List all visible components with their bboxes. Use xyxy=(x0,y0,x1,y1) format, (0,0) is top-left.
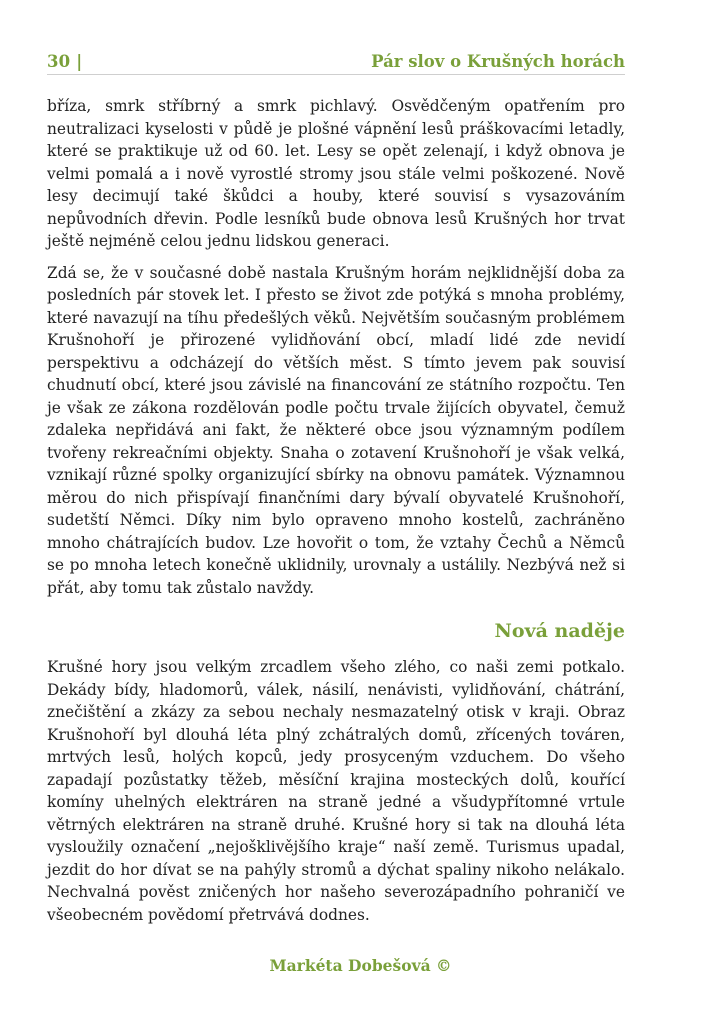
running-title: Pár slov o Krušných horách xyxy=(371,52,625,71)
paragraph: bříza, smrk stříbrný a smrk pichlavý. Osvědčeným opatřením pro neutralizaci kyselosti v půdě je plošné vápnění lesů práškovacími letadly, které se praktikuje už od 60. let. Lesy se opět zelenají, i když obnova je velmi pomalá a i nově vyrostlé stromy jsou stále velmi poškozené. Nově lesy decimují také škůdci a houby, které souvisí s vysazováním nepůvodních dřevin. Podle lesníků bude obnova lesů Krušných hor trvat ještě nejméně celou jednu lidskou generaci. xyxy=(47,97,625,250)
body-text xyxy=(47,95,625,926)
footer-author: Markéta Dobešová © xyxy=(269,956,452,975)
section-heading: Nová naděje xyxy=(494,620,625,642)
paragraph: Krušné hory jsou velkým zrcadlem všeho zlého, co naši zemi potkalo. Dekády bídy, hladomorů, válek, násilí, nenávisti, vylidňování, chátrání, znečištění a zkázy za sebou nechaly nesmazatelný otisk v kraji. Obraz Krušnohoří byl dlouhá léta plný zchátralých domů, zřícených továren, mrtvých lesů, holých kopců, jedy prosyceným vzduchem. Do všeho zapadají pozůstatky těžeb, měsíční krajina mosteckých dolů, kouřící komíny uhelných elektráren na straně jedné a všudypřítomné vrtule větrných elektráren na straně druhé. Krušné hory si tak na dlouhá léta vysloužily označení „nejošklivějšího kraje“ naší země. Turismus upadal, jezdit do hor dívat se na pahýly stromů a dýchat spaliny nikoho nelákalo. Nechvalná pověst zničených hor našeho severozápadního pohraničí ve všeobecném povědomí přetrvává dodnes. xyxy=(47,658,625,924)
paragraph: Zdá se, že v současné době nastala Krušným horám nejklidnější doba za posledních pár stovek let. I přesto se život zde potýká s mnoha problémy, které navazují na tíhu předešlých věků. Největším současným problémem Krušnohoří je přirozené vylidňování obcí, mladí lidé zde nevidí perspektivu a odcházejí do větších měst. S tímto jevem pak souvisí chudnutí obcí, které jsou závislé na financování ze státního rozpočtu. Ten je však ze zákona rozdělován podle počtu trvale žijících obyvatel, čemuž zdaleka nepřidává ani fakt, že některé obce jsou významným podílem tvořeny rekreačními objekty. Snaha o zotavení Krušnohoří je však velká, vznikají různé spolky organizující sbírky na obnovu památek. Významnou měrou do nich přispívají finančními dary bývalí obyvatelé Krušnohoří, sudetští Němci. Díky nim bylo opraveno mnoho kostelů, zachráněno mnoho chátrajících budov. Lze hovořit o tom, že vztahy Čechů a Němců se po mnoha letech konečně uklidnily, urovnaly a ustálily. Nezbývá než si přát, aby tomu tak zůstalo navždy. xyxy=(47,263,625,597)
running-header xyxy=(47,47,625,75)
page-number: 30 | xyxy=(47,52,83,71)
